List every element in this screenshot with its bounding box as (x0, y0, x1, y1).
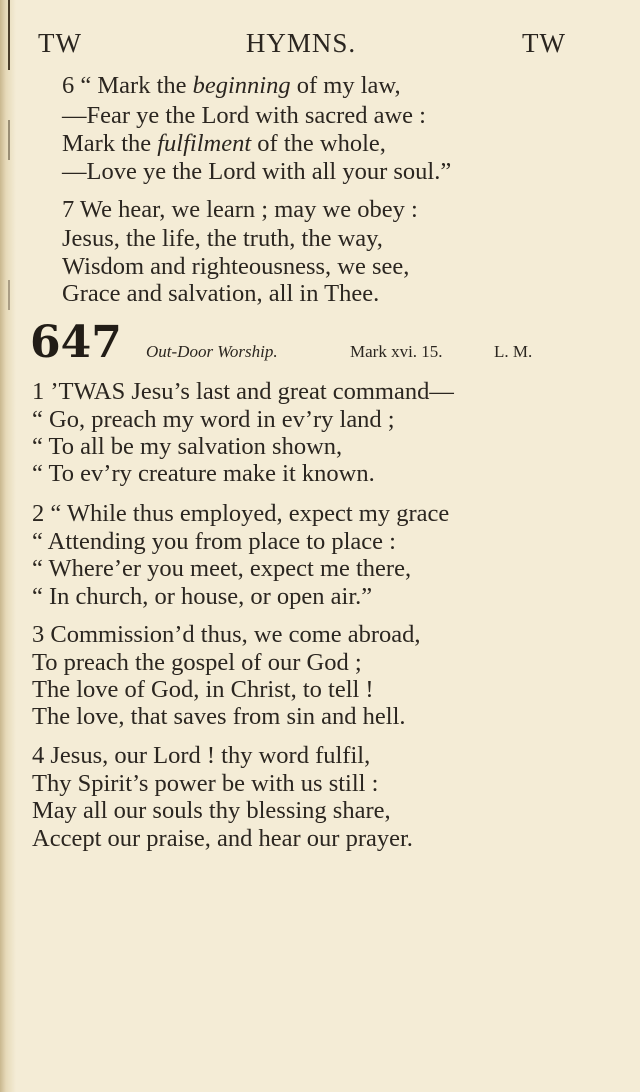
verse-line: “ Attending you from place to place : (32, 528, 396, 555)
stanza-line: —Love ye the Lord with all your soul.” (62, 158, 452, 185)
verse-line: The love of God, in Christ, to tell ! (32, 676, 374, 703)
spine-mark (8, 280, 10, 310)
hymn-meter: L. M. (494, 342, 533, 361)
spine-mark (8, 0, 10, 70)
verse-line: Accept our praise, and hear our prayer. (32, 825, 413, 852)
stanza-line: Wisdom and righteousness, we see, (62, 253, 410, 280)
hymn-number: 647 (30, 317, 122, 368)
verse-line: “ To ev’ry creature make it known. (32, 460, 375, 487)
stanza-line: Grace and salvation, all in Thee. (62, 280, 380, 307)
verse-line: 4 Jesus, our Lord ! thy word fulfil, (32, 742, 371, 769)
hymn-title: Out-Door Worship. (146, 342, 278, 361)
header-right: TW (522, 28, 566, 58)
stanza-line: Mark the fulfilment of the whole, (62, 130, 386, 157)
verse-line: The love, that saves from sin and hell. (32, 703, 406, 730)
running-header (36, 28, 566, 64)
stanza-line: —Fear ye the Lord with sacred awe : (62, 102, 426, 129)
emphasis: fulfilment (157, 130, 252, 157)
stanza-line: 6 “ Mark the beginning of my law, (62, 72, 401, 99)
verse-line: “ To all be my salvation shown, (32, 433, 343, 460)
hymn-title-row (30, 317, 550, 370)
verse-line: To preach the gospel of our God ; (32, 649, 362, 676)
verse-line: 1 ’TWAS Jesu’s last and great command— (32, 378, 454, 405)
header-title: HYMNS. (245, 28, 357, 58)
verse-line: “ Go, preach my word in ev’ry land ; (32, 406, 395, 433)
stanza-number: 6 (62, 72, 75, 99)
page-spine (0, 0, 16, 1092)
verse-line: 3 Commission’d thus, we come abroad, (32, 621, 421, 648)
stanza-line: Jesus, the life, the truth, the way, (62, 225, 383, 252)
verse-line: 2 “ While thus employed, expect my grace (32, 500, 450, 527)
verse-line: “ Where’er you meet, expect me there, (32, 555, 412, 582)
stanza-line: 7 We hear, we learn ; may we obey : (62, 196, 418, 223)
verse-line: May all our souls thy blessing share, (32, 797, 391, 824)
emphasis: beginning (192, 72, 291, 99)
header-left: TW (38, 28, 82, 58)
verse-line: “ In church, or house, or open air.” (32, 583, 373, 610)
scripture-reference: Mark xvi. 15. (350, 342, 443, 361)
verse-line: Thy Spirit’s power be with us still : (32, 770, 379, 797)
spine-mark (8, 120, 10, 160)
